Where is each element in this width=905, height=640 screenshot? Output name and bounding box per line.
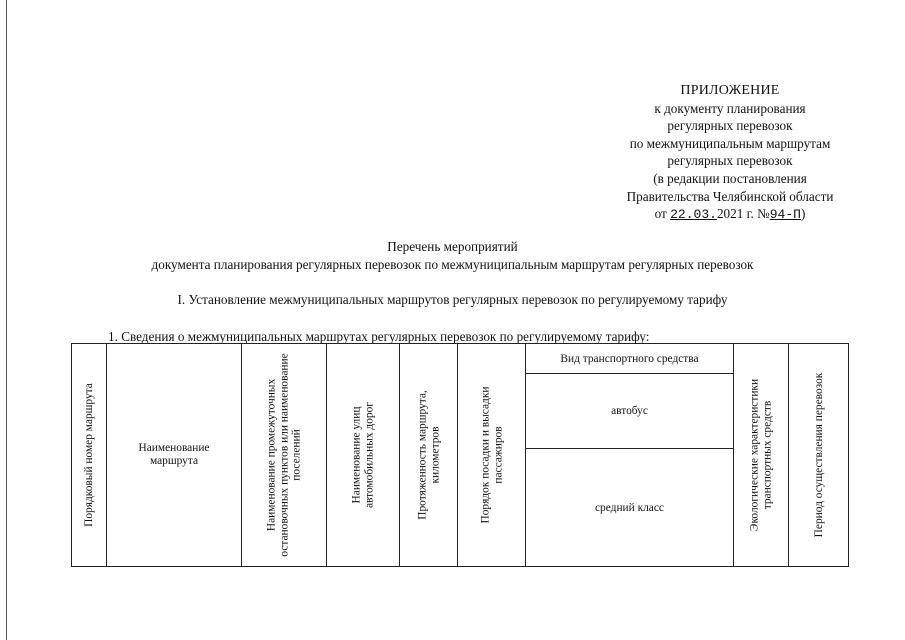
subsection-heading: 1. Сведения о межмуниципальных маршрутах регулярных перевозок по регулируемому тарифу: [108,329,650,344]
vehicle-class-cell: средний класс [526,449,734,567]
appendix-line: к документу планирования [654,100,806,116]
document-title: Перечень мероприятий [387,239,518,254]
section-heading: I. Установление межмуниципальных маршрутов регулярных перевозок по регулируемому тарифу [177,292,728,307]
header-vehicle-type: Вид транспортного средства [526,344,734,374]
resolution-date: 22.03. [670,207,717,223]
appendix-date-line [560,205,900,224]
appendix-line: по межмуниципальным маршрутам [629,135,831,151]
header-boarding-order: Порядок посадки и высадки пассажиров [458,344,526,567]
header-intermediate-stops: Наименование промежуточных остановочных пунктов или наименование поселений [242,344,327,567]
appendix-heading: ПРИЛОЖЕНИЕ [680,83,780,98]
page-left-edge [6,0,7,640]
vehicle-kind-cell: автобус [526,374,734,449]
header-order-number: Порядковый номер маршрута [72,344,107,567]
appendix-line: (в редакции постановления [653,170,807,186]
resolution-year: 2021 г. № [716,206,770,222]
appendix-line: Правительства Челябинской области [626,188,834,204]
header-route-name: Наименование маршрута [107,344,242,567]
appendix-line: регулярных перевозок [667,118,793,134]
document-subtitle: документа планирования регулярных перевозок по межмуниципальным маршрутам регулярных перевозок [151,257,754,272]
date-prefix: от [654,206,667,222]
closing-paren: ) [800,206,806,222]
appendix-line: регулярных перевозок [667,153,793,169]
resolution-number: 94-П [769,207,801,223]
header-eco-characteristics: Экологические характеристики транспортных средств [734,344,789,567]
appendix-block [560,82,900,224]
header-route-length: Протяженность маршрута, километров [400,344,458,567]
header-streets: Наименование улиц автомобильных дорог [327,344,400,567]
routes-table [71,343,849,567]
header-transport-period: Период осуществления перевозок [789,344,849,567]
